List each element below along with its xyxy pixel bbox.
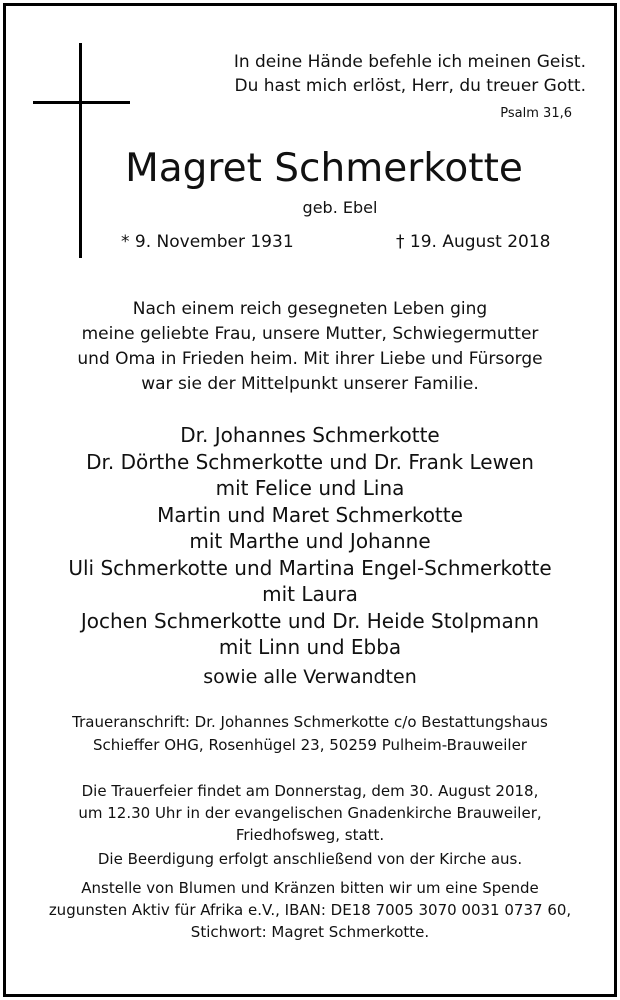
- mourner-children: mit Linn und Ebba: [218, 635, 402, 659]
- mourner-name: Dr. Johannes Schmerkotte: [180, 423, 440, 447]
- intro-line: Nach einem reich gesegneten Leben ging: [132, 299, 488, 319]
- bible-verse: [234, 50, 586, 98]
- deceased-name: Magret Schmerkotte: [125, 146, 523, 191]
- intro-line: und Oma in Frieden heim. Mit ihrer Liebe und Fürsorge: [77, 349, 543, 369]
- mourner-children: mit Felice und Lina: [215, 476, 405, 500]
- ceremony-line: um 12.30 Uhr in der evangelischen Gnadenkirche Brauweiler,: [78, 804, 542, 822]
- ceremony-line: Die Trauerfeier findet am Donnerstag, dem 30. August 2018,: [81, 782, 539, 800]
- mourner-name: Uli Schmerkotte und Martina Engel-Schmerkotte: [68, 556, 552, 580]
- verse-reference: Psalm 31,6: [500, 106, 572, 121]
- mourner-children: mit Marthe und Johanne: [189, 529, 431, 553]
- mourner-name: Martin und Maret Schmerkotte: [157, 503, 463, 527]
- mourner-group: [6, 422, 614, 448]
- donation-info: [6, 877, 614, 943]
- ceremony-line: Friedhofsweg, statt.: [235, 826, 385, 844]
- mourners-list: [6, 422, 614, 690]
- verse-line: Du hast mich erlöst, Herr, du treuer Gott.: [234, 76, 586, 96]
- burial-info: Die Beerdigung erfolgt anschließend von der Kirche aus.: [97, 850, 523, 868]
- intro-text: [6, 297, 614, 397]
- cross-horizontal-bar: [33, 101, 130, 104]
- obituary-notice: [3, 3, 617, 997]
- mourner-group: [6, 555, 614, 607]
- donation-line: zugunsten Aktiv für Afrika e.V., IBAN: DE18 7005 3070 0031 0737 60,: [48, 901, 572, 919]
- birth-date: * 9. November 1931: [121, 232, 294, 252]
- mourner-name: Jochen Schmerkotte und Dr. Heide Stolpmann: [80, 609, 540, 633]
- mourner-group: [6, 449, 614, 501]
- ceremony-info: [6, 780, 614, 846]
- death-date: † 19. August 2018: [396, 232, 551, 252]
- mourner-group: [6, 502, 614, 554]
- mourner-children: mit Laura: [262, 582, 358, 606]
- intro-line: meine geliebte Frau, unsere Mutter, Schwiegermutter: [81, 324, 539, 344]
- relatives-line: sowie alle Verwandten: [203, 666, 417, 688]
- verse-line: In deine Hände befehle ich meinen Geist.: [233, 52, 586, 72]
- address-line: Schieffer OHG, Rosenhügel 23, 50259 Pulheim-Brauweiler: [93, 736, 527, 754]
- donation-line: Anstelle von Blumen und Kränzen bitten wir um eine Spende: [81, 879, 539, 897]
- donation-line: Stichwort: Magret Schmerkotte.: [190, 923, 430, 941]
- mourning-address: [6, 711, 614, 757]
- mourner-name: Dr. Dörthe Schmerkotte und Dr. Frank Lewen: [86, 450, 534, 474]
- mourner-group: [6, 608, 614, 660]
- intro-line: war sie der Mittelpunkt unserer Familie.: [141, 374, 479, 394]
- maiden-name: geb. Ebel: [302, 198, 378, 217]
- address-line: Traueranschrift: Dr. Johannes Schmerkotte c/o Bestattungshaus: [72, 713, 548, 731]
